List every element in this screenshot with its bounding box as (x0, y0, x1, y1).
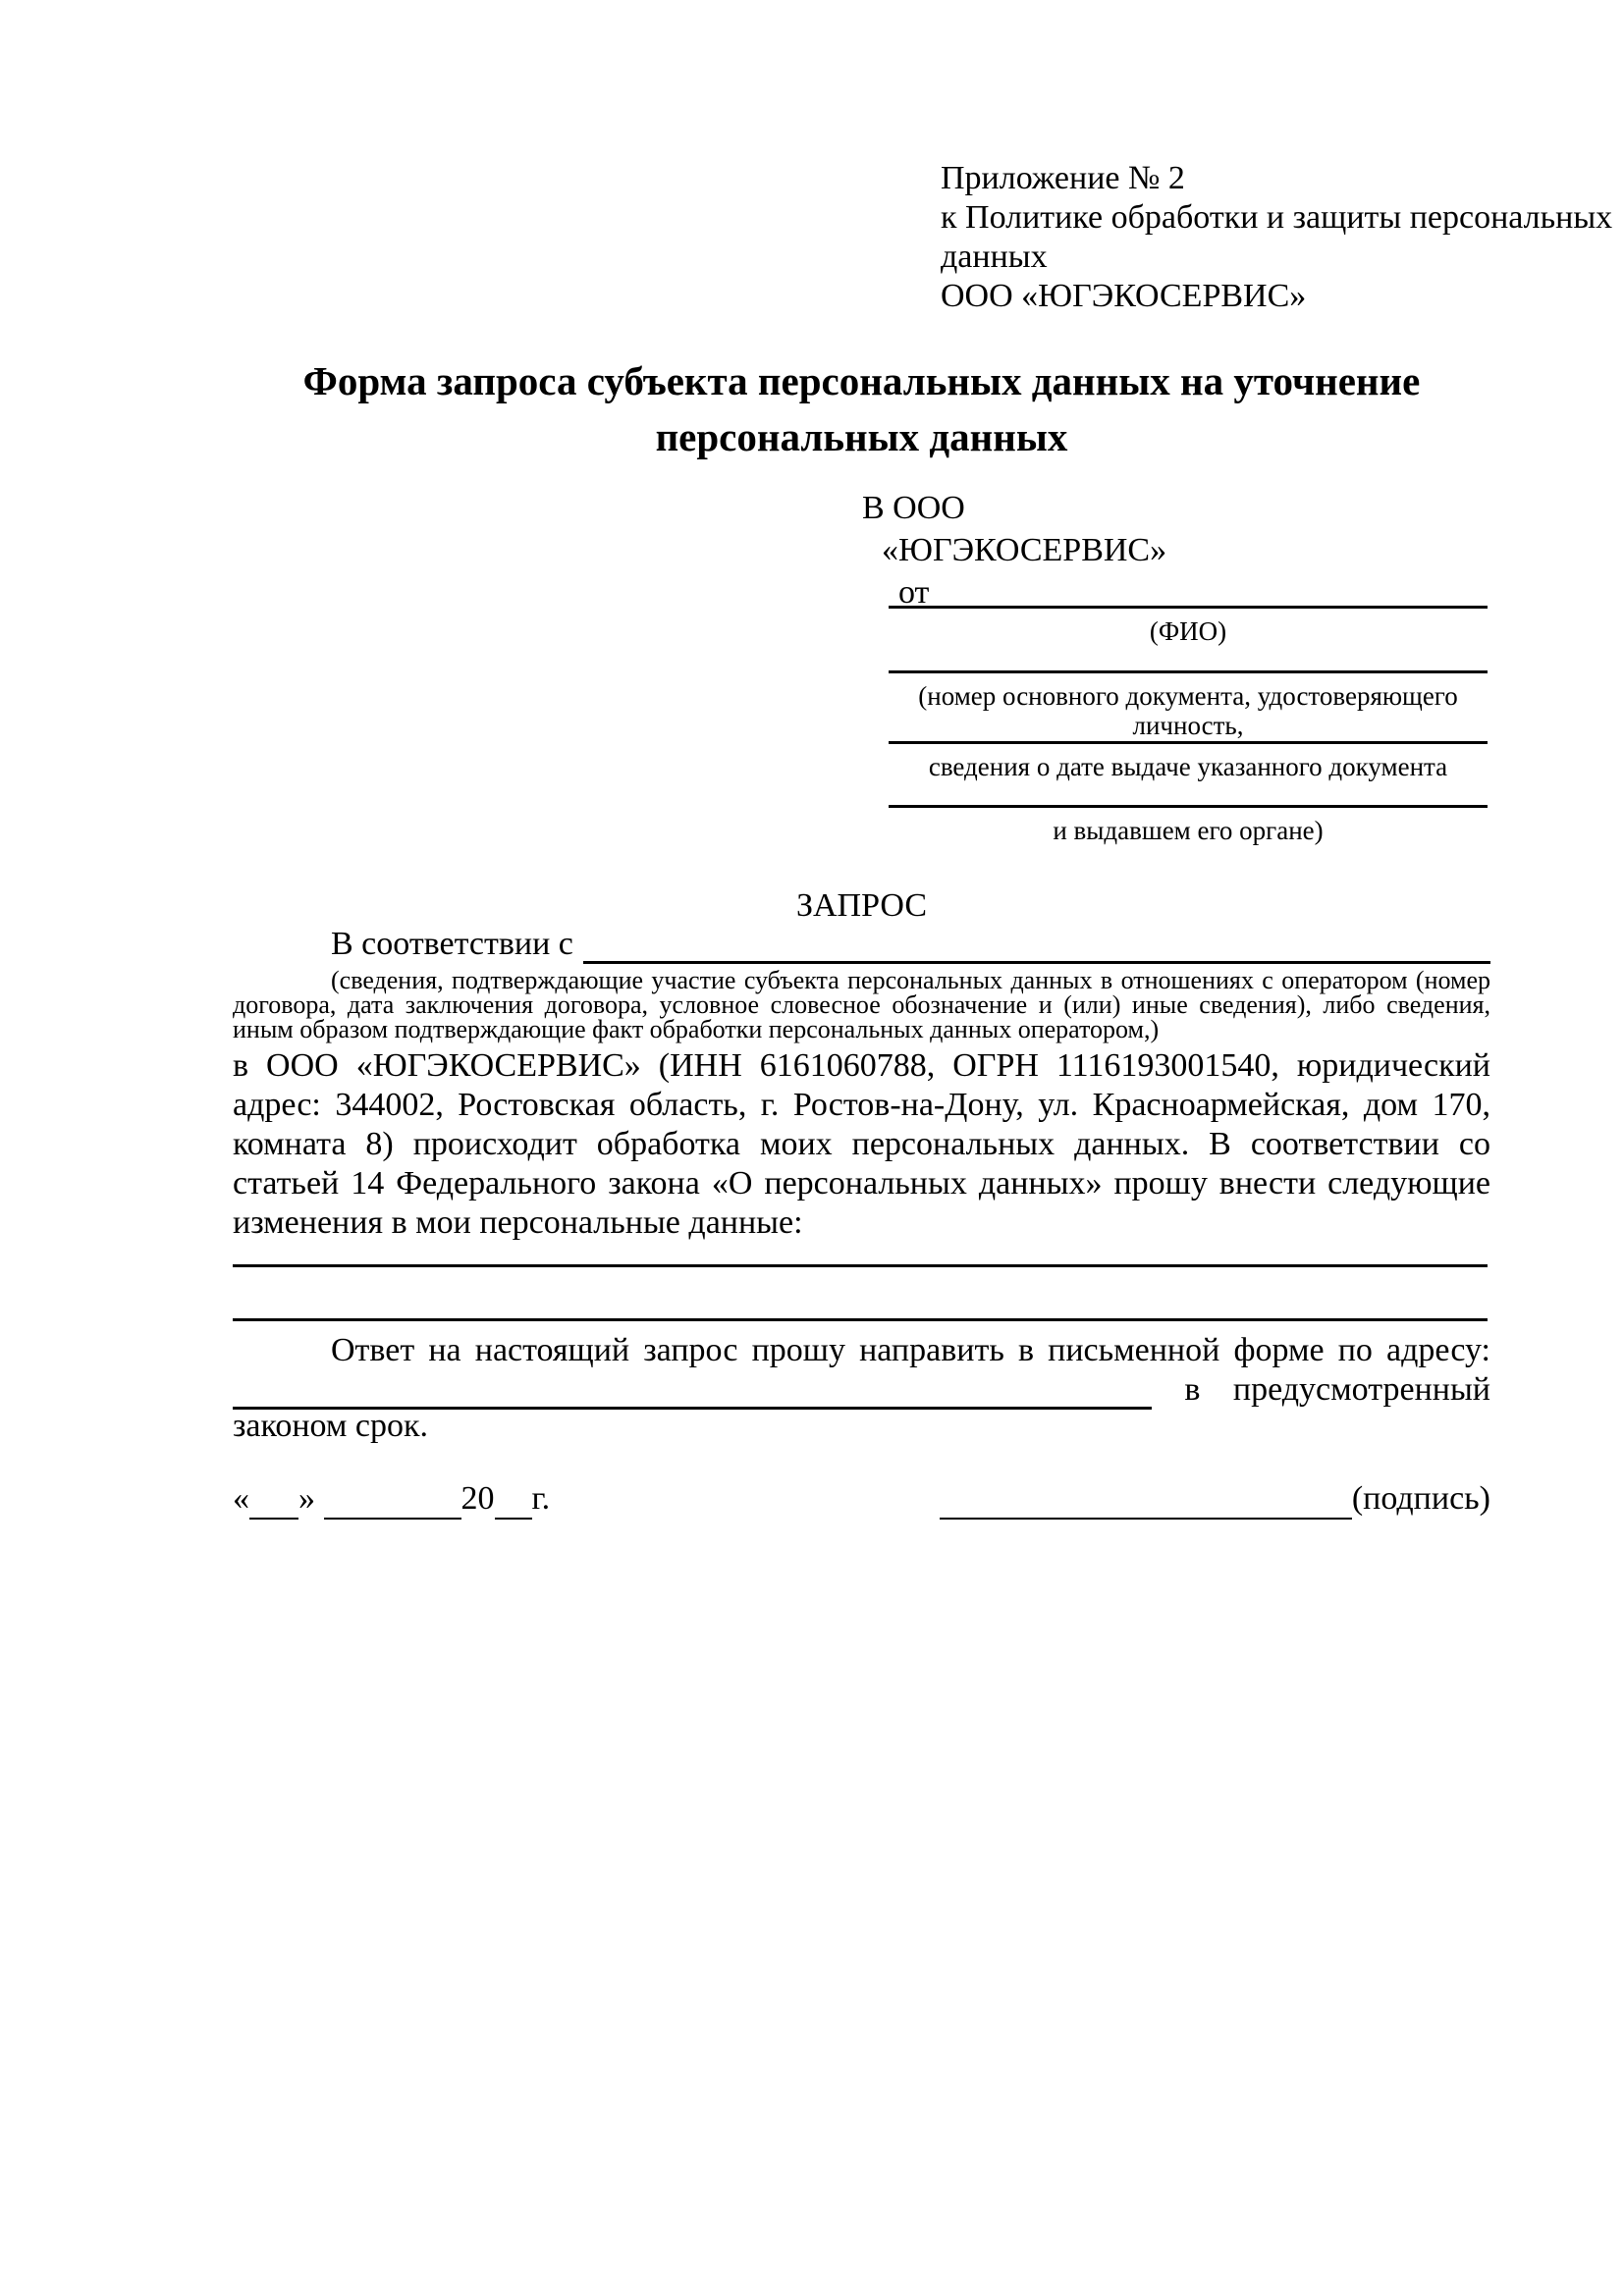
appendix-number: Приложение № 2 (941, 160, 1185, 196)
address-blank-line (233, 1373, 1152, 1410)
day-blank-line (249, 1484, 298, 1520)
response-paragraph-line2 (233, 1370, 1490, 1410)
issue-date-caption: сведения о дате выдаче указанного документа (928, 752, 1448, 781)
document-number-field (889, 670, 1488, 740)
signature-blank-line (940, 1484, 1352, 1520)
accordance-blank-line (583, 928, 1490, 964)
date-part (233, 1478, 550, 1520)
appendix-policy-line: к Политике обработки и защиты персональных (941, 199, 1613, 236)
accordance-prefix: В соответствии с (331, 926, 573, 962)
quote-close: » (298, 1480, 315, 1517)
month-blank-line (324, 1484, 461, 1520)
issuing-authority-caption: и выдавшем его органе) (1053, 816, 1324, 845)
response-word-predusmotrenny: предусмотренный (1232, 1371, 1490, 1408)
response-word-v: в (1184, 1371, 1201, 1408)
appendix-policy-line-wrap: данных (941, 239, 1048, 275)
year-suffix: г. (531, 1480, 551, 1517)
fio-field (889, 606, 1488, 646)
accordance-line (233, 925, 1490, 964)
document-title: Форма запроса субъекта персональных данных на уточнение персональных данных (302, 358, 1421, 459)
century-prefix: 20 (460, 1480, 495, 1517)
response-paragraph-line3: законом срок. (233, 1408, 428, 1444)
year-blank-line (495, 1484, 532, 1520)
document-number-caption: (номер основного документа, удостоверяющего личность, (918, 681, 1458, 740)
recipient-company: «ЮГЭКОСЕРВИС» (882, 532, 1167, 568)
fio-field-caption: (ФИО) (1149, 616, 1227, 646)
signature-caption: (подпись) (1351, 1480, 1490, 1517)
response-paragraph-line1: Ответ на настоящий запрос прошу направить в письменной форме по адресу: (331, 1332, 1490, 1368)
main-paragraph: в ООО «ЮГЭКОСЕРВИС» (ИНН 6161060788, ОГРН 1116193001540, юридический адрес: 344002, Ростовская область, г. Ростов-на-Дону, ул. Красноармейская, дом 170, комната 8) происходит обработка моих персональных данных. В соответствии со статьей 14 Федерального закона «О персональных данных» прошу внести следующие изменения в мои персональные данные: (233, 1047, 1490, 1241)
small-print-note: (сведения, подтверждающие участие субъекта персональных данных в отношениях с оператором (номер договора, дата заключения договора, условное словесное обозначение и (или) иные сведения), либо сведения, иным образом подтверждающие факт обработки персональных данных оператором,) (233, 966, 1490, 1043)
quote-open: « (233, 1480, 249, 1517)
recipient-block (862, 487, 1166, 614)
recipient-from: от (898, 574, 930, 611)
issuing-authority-field (889, 805, 1488, 845)
blank-line-1 (233, 1264, 1488, 1267)
recipient-to: В ООО (862, 490, 965, 526)
blank-line-2 (233, 1318, 1488, 1321)
appendix-company: ООО «ЮГЭКОСЕРВИС» (941, 278, 1307, 314)
issue-date-field (889, 741, 1488, 781)
signature-part (940, 1478, 1490, 1520)
date-signature-row (233, 1478, 1490, 1520)
request-heading: ЗАПРОС (795, 887, 928, 924)
appendix-block (941, 159, 1612, 316)
